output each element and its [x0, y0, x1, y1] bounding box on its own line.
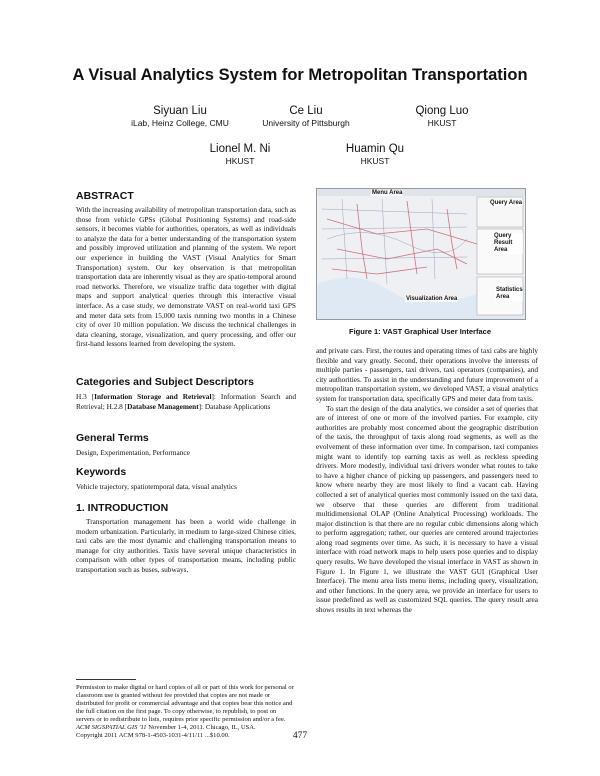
categories-bold: Information Storage and Retrieval [94, 392, 212, 401]
categories-part: ]: Information Search and Retrieval; H.2.8 [ [76, 392, 297, 411]
visualization-area-label: Visualization Area [406, 296, 458, 302]
figure-1-screenshot [316, 188, 526, 320]
categories-heading: Categories and Subject Descriptors [76, 376, 254, 388]
abstract-text: With the increasing availability of metropolitan transportation data, such as those from vehicle GPSs (Global Positioning Systems) and road-side sensors, it becomes viable for authorities, operators, as well as individuals to analyze the data for a better understanding of the transportation system and possibly improved utilization and planning of the system. We report our experience in building the VAST (Visual Analytics for Smart Transportation) system. Our key observation is that metropolitan transportation data are inherently visual as they are spatio-temporal around road networks. Therefore, we visualize traffic data together with digital maps and support analytical queries through this interactive visual interface. As a case study, we demonstrate VAST on real-world taxi GPS and meter data sets from 15,000 taxis running two months in a Chinese city of over 10 million population. We discuss the technical challenges in data cleaning, storage, visualization, and query processing, and offer our first-hand lessons learned from developing the system. [76, 205, 296, 349]
introduction-body [76, 517, 296, 575]
venue-name: ACM SIGSPATIAL GIS '11 [76, 724, 147, 731]
footnote-copyright: Copyright 2011 ACM 978-1-4503-1031-4/11/11 ...$10.00. [76, 732, 230, 739]
paper-title: A Visual Analytics System for Metropolitan Transportation [72, 66, 528, 84]
footnote-rule [76, 679, 136, 680]
categories-text [76, 392, 296, 411]
author-affiliation: HKUST [225, 156, 255, 166]
keywords-text: Vehicle trajectory, spatiotemporal data, visual analytics [76, 482, 238, 491]
introduction-heading: 1. INTRODUCTION [76, 502, 169, 514]
categories-body [76, 392, 296, 411]
author-3 [357, 105, 527, 128]
general-terms-heading: General Terms [76, 432, 149, 444]
author-name: Lionel M. Ni [209, 143, 271, 155]
paragraph: and private cars. First, the routes and operating times of taxi cabs are highly flexible and vary greatly. Second, their operations involve the interests of multiple parties - passengers, taxi drivers, taxi operators (companies), and city authorities. To assist in the understanding and future improvement of a metropolitan transportation system, we developed VAST, a visual analytics system for transportation data, specifically GPS and meter data from taxis. [316, 346, 538, 403]
author-affiliation: HKUST [427, 118, 457, 128]
keywords-heading: Keywords [76, 466, 127, 478]
author-affiliation: iLab, Heinz College, CMU [131, 118, 229, 128]
abstract-heading: ABSTRACT [76, 190, 134, 202]
author-name: Huamin Qu [345, 143, 405, 155]
page-number: 477 [292, 731, 308, 741]
introduction-text: Transportation management has been a world wide challenge in modern urbanization. Particularly, in medium to large-sized Chinese cities, taxi cabs are the most dynamic and challenging transportation means to manage for city authorities. Taxis have several unique characteristics in comparison with other types of transportation means, including public transportation such as buses, subways, [76, 517, 296, 574]
query-area-label: Query Area [490, 200, 523, 206]
author-affiliation: HKUST [360, 156, 390, 166]
paragraph: To start the design of the data analytics, we consider a set of queries that are of interest of one or more of the involved parties. For example, city authorities are probably most concerned about the geographic distribution of the taxis, the throughput of taxis along road segments, as well as the evolvement of these information over time. In comparison, taxi companies might want to identify top earning taxis as well as reckless speeding drivers. More modestly, individual taxi drivers wonder what routes to take to have a higher chance of picking up passengers, and passengers need to know where nearby they are most likely to find a vacant cab. Having collected a set of analytical queries most commonly issued on the taxi data, we observe that these queries are different from traditional multidimensional OLAP (Online Analytical Processing) workloads. The major distinction is that there are no regular cubic dimensions along which to perform aggregation; rather, our queries are centered around trajectories along road segments over time. As such, it is necessary to have a visual interface with road network maps to help users pose queries and to display query results. We have developed the visual interface in VAST as shown in Figure 1. In Figure 1, we illustrate the VAST GUI (Graphical User Interface). The menu area lists menu items, including query, visualization, and other functions. In the query area, we provide an interface for users to issue predefined as well as customized SQL queries. The query result area shows results in text whereas the [316, 403, 538, 615]
keywords-body [76, 482, 296, 492]
author-name: Siyuan Liu [153, 105, 207, 117]
categories-part: H.3 [ [76, 392, 95, 401]
menu-area-label: Menu Area [372, 190, 403, 196]
author-name: Qiong Luo [415, 105, 469, 117]
right-column-body [316, 346, 538, 615]
general-terms-body [76, 448, 296, 458]
author-affiliation: University of Pittsburgh [262, 118, 350, 128]
author-name: Ce Liu [289, 105, 323, 117]
figure-caption: Figure 1: VAST Graphical User Interface [349, 327, 491, 336]
footnote-permission: Permission to make digital or hard copies of all or part of this work for personal or classroom use is granted without fee provided that copies are not made or distributed for profit or commercial advantage and that copies bear this notice and the full citation on the first page. To copy otherwise, to republish, to post on servers or to redistribute to lists, requires prior specific permission and/or a fee. [76, 684, 294, 723]
statistics-area-label: Statistics Area [496, 287, 523, 300]
categories-bold: Database Management [127, 401, 199, 411]
abstract-body [76, 205, 296, 349]
query-result-area-label: Query Result Area [493, 233, 523, 254]
categories-part: ]: Database Applications [198, 401, 271, 411]
general-terms-text: Design, Experimentation, Performance [76, 448, 190, 457]
venue-details: November 1-4, 2011. Chicago, IL, USA. [146, 724, 256, 731]
author-5 [290, 143, 460, 166]
